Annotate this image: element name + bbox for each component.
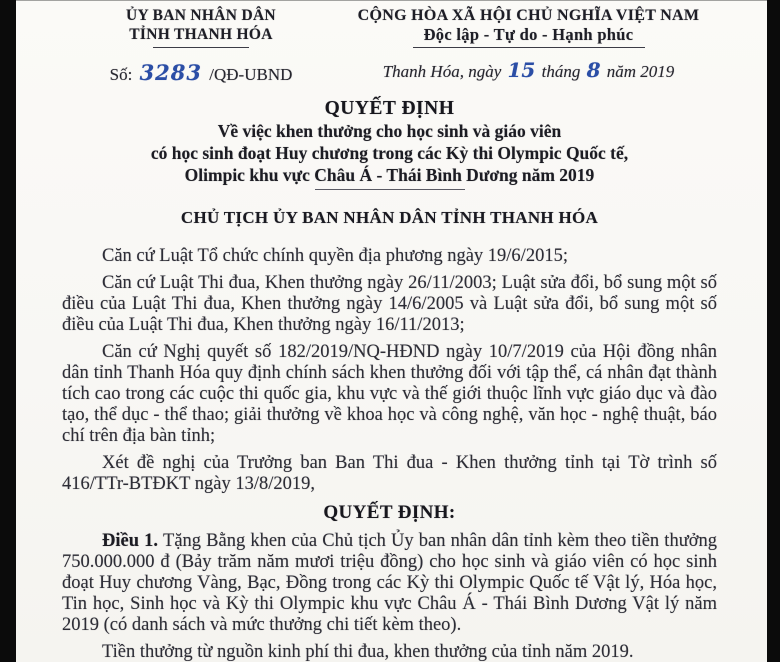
title-underline: [315, 189, 465, 190]
document-number-handwritten: 3283: [139, 60, 203, 85]
document-title: QUYẾT ĐỊNH: [324, 98, 455, 119]
document-number-label: Số:: [109, 65, 133, 84]
decision-heading: QUYẾT ĐỊNH:: [323, 502, 456, 523]
document-body: [62, 246, 717, 662]
issuing-authority-line1: ỦY BAN NHÂN DÂN: [126, 7, 276, 24]
motto-underline: [413, 47, 645, 48]
article-1-label: Điều 1.: [102, 531, 159, 551]
document-number: [62, 60, 340, 85]
recital-proposal: Xét đề nghị của Trưởng ban Ban Thi đua - Khen thưởng tỉnh tại Tờ trình số 416/TTr-BTĐKT ngày 13/8/2019,: [62, 453, 717, 494]
date-day-handwritten: 15: [507, 58, 536, 82]
document-subtitle-line1: Về việc khen thưởng cho học sinh và giáo viên: [217, 121, 562, 141]
document-subtitle-line2: có học sinh đoạt Huy chương trong các Kỳ thi Olympic Quốc tế,: [150, 143, 629, 163]
document-paper: [16, 0, 767, 662]
date-month-handwritten: 8: [586, 58, 601, 82]
authority-heading: CHỦ TỊCH ỦY BAN NHÂN DÂN TỈNH THANH HÓA: [180, 208, 599, 227]
recital-law-organization: Căn cứ Luật Tổ chức chính quyền địa phương ngày 19/6/2015;: [102, 246, 568, 266]
place-and-date: [340, 58, 717, 82]
authority-underline: [153, 47, 249, 48]
document-number-suffix: /QĐ-UBND: [209, 65, 293, 84]
funding-paragraph: Tiền thưởng từ nguồn kinh phí thi đua, khen thưởng của tỉnh năm 2019.: [102, 642, 634, 662]
national-motto: Độc lập - Tự do - Hạnh phúc: [423, 25, 634, 44]
national-title: CỘNG HÒA XÃ HỘI CHỦ NGHĨA VIỆT NAM: [357, 7, 700, 24]
recital-resolution-182: Căn cứ Nghị quyết số 182/2019/NQ-HĐND ngày 10/7/2019 của Hội đồng nhân dân tỉnh Thanh Hóa quy định chính sách khen thưởng đối với tập thể, cá nhân đạt thành tích cao trong các cuộc thi quốc gia, khu vực và thế giới thuộc lĩnh vực giáo dục và đào tạo, thể dục - thể thao; giải thưởng về khoa học và công nghệ, văn học - nghệ thuật, báo chí trên địa bàn tỉnh;: [62, 342, 717, 446]
document-header: [62, 6, 717, 85]
date-prefix: Thanh Hóa, ngày: [382, 62, 502, 81]
recital-law-emulation: Căn cứ Luật Thi đua, Khen thưởng ngày 26/11/2003; Luật sửa đổi, bổ sung một số điều của Luật Thi đua, Khen thưởng ngày 14/6/2005 và Luật sửa đổi, bổ sung một số điều của Luật Thi đua, Khen thưởng ngày 16/11/2013;: [62, 273, 717, 335]
issuing-authority-line2: TỈNH THANH HÓA: [129, 26, 273, 43]
date-suffix: năm 2019: [606, 62, 675, 81]
issuing-authority-block: [62, 6, 340, 85]
document-title-block: [62, 97, 717, 190]
article-1: [62, 531, 717, 636]
date-mid: tháng: [541, 62, 581, 81]
document-subtitle-line3: Olimpic khu vực Châu Á - Thái Bình Dương năm 2019: [184, 165, 595, 185]
national-motto-block: [340, 6, 717, 82]
article-1-text: Tặng Bằng khen của Chủ tịch Ủy ban nhân dân tỉnh kèm theo tiền thưởng 750.000.000 đ (Bảy trăm năm mươi triệu đồng) cho học sinh và giáo viên có học sinh đoạt Huy chương Vàng, Bạc, Đồng trong các Kỳ thi Olympic Quốc tế Vật lý, Hóa học, Tin học, Sinh học và Kỳ thi Olympic khu vực Châu Á - Thái Bình Dương Vật lý năm 2019 (có danh sách và mức thưởng chi tiết kèm theo).: [62, 531, 718, 635]
